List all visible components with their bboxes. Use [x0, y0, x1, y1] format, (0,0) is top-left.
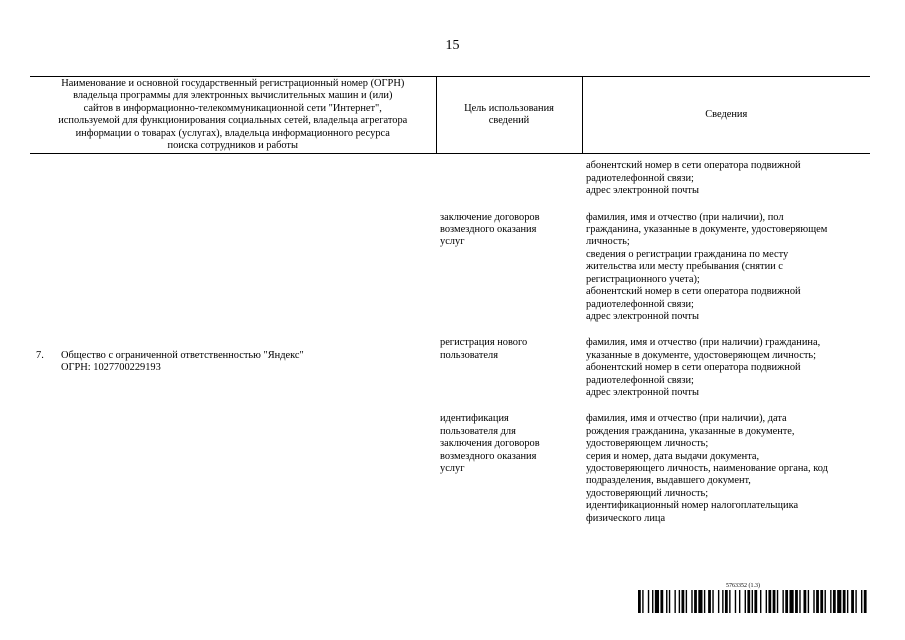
data-table — [30, 76, 870, 525]
barcode-bar — [739, 590, 740, 613]
header-info: Сведения — [582, 77, 870, 154]
barcode-bar — [722, 590, 723, 613]
page-number: 15 — [445, 38, 460, 53]
barcode-bar — [747, 590, 750, 613]
barcode-bar — [760, 590, 761, 613]
barcode-bar — [729, 590, 730, 613]
barcode-bar — [745, 590, 746, 613]
table-header-row — [30, 77, 870, 154]
barcode-bar — [708, 590, 711, 613]
barcode-bar — [830, 590, 831, 613]
barcode-bar — [820, 590, 823, 613]
barcode-bar — [789, 590, 793, 613]
info-cell: фамилия, имя и отчество (при наличии) гражданина, указанные в документе, удостоверяющем личность; абонентский номер в сети оператора подвижной радиотелефонной связи; адрес электронной почты — [586, 337, 821, 398]
barcode — [638, 583, 868, 613]
barcode-bar — [837, 590, 841, 613]
barcode-bar — [704, 590, 705, 613]
barcode-bar — [686, 590, 687, 613]
owner-cell-empty — [30, 413, 436, 525]
barcode-bar — [864, 590, 867, 613]
barcode-bar — [847, 590, 848, 613]
barcode-bar — [679, 590, 680, 613]
barcode-bar — [843, 590, 846, 613]
barcode-bar — [681, 590, 684, 613]
barcode-bar — [691, 590, 692, 613]
barcode-bar — [725, 590, 728, 613]
barcode-bar — [833, 590, 836, 613]
barcode-bar — [816, 590, 819, 613]
barcode-bar — [808, 590, 809, 613]
barcode-bar — [795, 590, 798, 613]
owner-cell-empty — [30, 154, 436, 198]
header-purpose: Цель использования сведений — [436, 77, 582, 154]
header-owner: Наименование и основной государственный регистрационный номер (ОГРН) владельца программы для электронных вычислительных машин и (или) сайтов в информационно-телекоммуникационной сети "Интернет", используемой для функционирования социальных сетей, владельца агрегатора информации о товарах (услугах), владельца информационного ресурса поиска сотрудников и работы — [30, 77, 436, 154]
barcode-bar — [766, 590, 767, 613]
purpose-cell — [436, 154, 582, 198]
barcode-bar — [652, 590, 653, 613]
purpose-cell: заключение договоров возмездного оказания услуг — [440, 211, 540, 248]
barcode-bar — [638, 590, 641, 613]
barcode-bar — [698, 590, 702, 613]
info-cell: фамилия, имя и отчество (при наличии), дата рождения гражданина, указанные в документе, удостоверяющем личность; серия и номер, дата выдачи документа, удостоверяющего личность, наименование органа, код подразделения, выдавшего документ, удостоверяющий личность; идентификационный номер налогоплательщика физического лица — [586, 413, 828, 524]
barcode-bar — [785, 590, 788, 613]
barcode-bar — [768, 590, 771, 613]
purpose-cell: регистрация нового пользователя — [440, 337, 528, 361]
barcode-bar — [855, 590, 856, 613]
barcode-bar — [674, 590, 675, 613]
barcode-label: 5763352 (1.3) — [726, 583, 760, 589]
barcode-bar — [642, 590, 643, 613]
barcode-bar — [752, 590, 753, 613]
barcode-bar — [718, 590, 719, 613]
owner-name: Общество с ограниченной ответственностью "Яндекс" ОГРН: 1027700229193 — [61, 349, 304, 374]
info-cell: фамилия, имя и отчество (при наличии), пол гражданина, указанные в документе, удостоверяющем личность; сведения о регистрации гражданина по месту жительства или месту пребывания (снятии с регистрационного учета); абонентский номер в сети оператора подвижной радиотелефонной связи; адрес электронной почты — [586, 211, 828, 322]
barcode-bar — [773, 590, 776, 613]
table-row — [30, 337, 870, 399]
barcode-bar — [655, 590, 659, 613]
barcode-bar — [648, 590, 649, 613]
purpose-cell: идентификация пользователя для заключения договоров возмездного оказания услуг — [440, 413, 540, 474]
barcode-bar — [799, 590, 800, 613]
barcode-bar — [660, 590, 663, 613]
table-row — [30, 154, 870, 198]
barcode-bar — [777, 590, 778, 613]
barcode-bar — [666, 590, 667, 613]
owner-cell — [30, 337, 436, 399]
barcode-bar — [754, 590, 757, 613]
barcode-graphic — [638, 590, 868, 613]
barcode-bar — [669, 590, 670, 613]
barcode-bar — [694, 590, 697, 613]
barcode-bar — [813, 590, 814, 613]
info-cell: абонентский номер в сети оператора подвижной радиотелефонной связи; адрес электронной почты — [586, 160, 801, 197]
owner-cell-empty — [30, 212, 436, 324]
barcode-bar — [851, 590, 854, 613]
barcode-bar — [803, 590, 806, 613]
barcode-bar — [825, 590, 826, 613]
row-number: 7. — [36, 349, 44, 361]
table-row — [30, 413, 870, 525]
barcode-bar — [735, 590, 736, 613]
table-row — [30, 212, 870, 324]
barcode-bar — [712, 590, 713, 613]
barcode-bar — [782, 590, 783, 613]
barcode-bar — [861, 590, 862, 613]
